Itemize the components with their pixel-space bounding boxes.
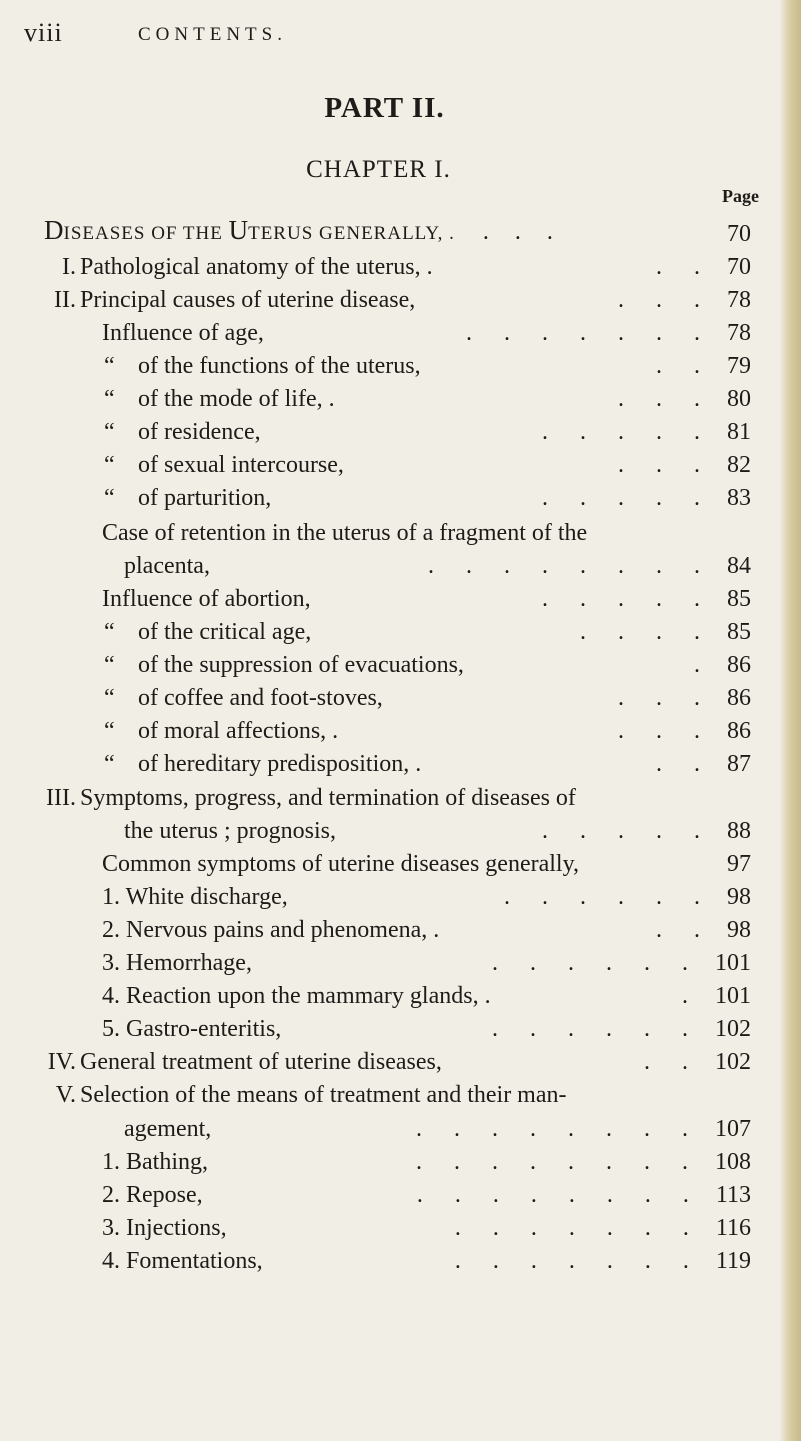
toc-leader-dots: . . . . . . . . [416,1182,702,1208]
toc-leader-dots: . . . . . . . [454,1215,702,1241]
page-number: viii [24,18,63,47]
toc-entry-text: 5. Gastro-enteritis, [102,1016,282,1042]
toc-entry-text: placenta, [124,553,210,579]
toc-entry [0,1112,801,1146]
toc-entry [0,549,801,583]
toc-leader-dots: . . . [618,685,713,711]
toc-entry [0,814,801,848]
toc-entry [0,349,801,383]
toc-leader-dots: . . [656,751,713,777]
toc-entry-text: of the mode of life, . [138,386,335,412]
toc-entry-text: of hereditary predisposition, . [138,751,422,777]
toc-leader-dots: . . [656,353,713,379]
toc-leader-dots: . . . . . . [492,1016,701,1042]
toc-entry [0,582,801,616]
toc-page-number: 70 [727,254,751,280]
toc-entry [0,316,801,350]
toc-entry [0,1244,801,1278]
toc-leader-dots: . . . . . . . [454,1248,702,1274]
toc-leader-dots: . . . . . . [504,884,713,910]
toc-entry [0,681,801,715]
toc-page-number: 98 [727,884,751,910]
toc-page-number: 70 [727,221,751,247]
ditto-mark: “ [104,419,115,445]
toc-leader-dots: . . . . . . . . [416,1149,701,1175]
ditto-mark: “ [104,619,115,645]
toc-entry [0,714,801,748]
toc-entry-text: 3. Injections, [102,1215,227,1241]
toc-entry-text: 1. Bathing, [102,1149,208,1175]
toc-page-number: 80 [727,386,751,412]
ditto-mark: “ [104,485,115,511]
toc-page-number: 88 [727,818,751,844]
toc-entry-text: of the critical age, [138,619,312,645]
toc-page-number: 86 [727,685,751,711]
ditto-mark: “ [104,386,115,412]
toc-entry-text: of residence, [138,419,261,445]
toc-leader-dots: . . [656,917,713,943]
toc-page-number: 108 [715,1149,751,1175]
toc-page-number: 83 [727,485,751,511]
toc-page-number: 98 [727,917,751,943]
toc-entry-text: 2. Repose, [102,1182,203,1208]
toc-page-number: 82 [727,452,751,478]
toc-entry [0,283,801,317]
toc-entry-text: Case of retention in the uterus of a fragment of the [102,520,588,546]
toc-entry [0,250,801,284]
toc-entry [0,1078,801,1112]
toc-page-number: 85 [727,619,751,645]
toc-entry-text: 3. Hemorrhage, [102,950,252,976]
ditto-mark: “ [104,353,115,379]
toc-entry [0,516,801,550]
toc-leader-dots: . . . . . . [492,950,701,976]
toc-entry-text: of the functions of the uterus, [138,353,421,379]
toc-entry-text: 1. White discharge, [102,884,288,910]
toc-page-number: 101 [715,950,751,976]
toc-entry-text: Selection of the means of treatment and their man- [80,1082,567,1108]
toc-entry-number: I. [62,254,76,280]
toc-entry [0,481,801,515]
toc-entry [0,946,801,980]
toc-leader-dots: . . . [618,452,713,478]
running-head: CONTENTS. [138,24,287,45]
toc-entry-number: IV. [47,1049,76,1075]
toc-leader-dots: . . . . . . . [466,320,713,346]
toc-entry [0,1045,801,1079]
toc-entry-number: II. [54,287,76,313]
toc-entry-text: 4. Fomentations, [102,1248,263,1274]
toc-entry [0,615,801,649]
toc-page-number: 78 [727,320,751,346]
ditto-mark: “ [104,685,115,711]
toc-page-number: 86 [727,652,751,678]
toc-leader-dots: . . . . . [542,586,713,612]
toc-leader-dots: . . . . . [542,818,713,844]
toc-entry [0,913,801,947]
toc-entry-text: of the suppression of evacuations, [138,652,464,678]
toc-page-number: 113 [715,1182,751,1208]
toc-entry-text: agement, [124,1116,212,1142]
toc-page-number: 101 [715,983,751,1009]
toc-page-number: 119 [715,1248,751,1274]
toc-entry-text: of moral affections, . [138,718,339,744]
toc-leader-dots: . . . [618,386,713,412]
toc-entry-text: General treatment of uterine diseases, [80,1049,442,1075]
toc-entry-text: of parturition, [138,485,272,511]
toc-entry [0,979,801,1013]
toc-page-number: 97 [727,851,751,877]
toc-leader-dots: . . [644,1049,701,1075]
page-column-label: Page [722,186,759,206]
chapter-title: CHAPTER I. [306,156,451,183]
toc-entry [0,847,801,881]
section-heading: DISEASES OF THE UTERUS GENERALLY, . . . . [44,215,563,245]
toc-page-number: 116 [715,1215,751,1241]
toc-entry [0,648,801,682]
toc-entry [0,415,801,449]
toc-page-number: 86 [727,718,751,744]
toc-entry-text: Influence of age, [102,320,264,346]
toc-entry-number: III. [46,785,76,811]
toc-entry-text: of sexual intercourse, [138,452,344,478]
toc-leader-dots: . . . . . . . . [428,553,713,579]
toc-entry-text: 2. Nervous pains and phenomena, . [102,917,440,943]
toc-leader-dots: . . . . . [542,419,713,445]
toc-page-number: 102 [715,1049,751,1075]
ditto-mark: “ [104,718,115,744]
toc-page-number: 107 [715,1116,751,1142]
toc-leader-dots: . . . [618,287,713,313]
toc-leader-dots: . . [656,254,713,280]
toc-entry [0,1211,801,1245]
toc-leader-dots: . [694,652,713,678]
toc-entry [0,1178,801,1212]
toc-entry [0,448,801,482]
toc-page-number: 87 [727,751,751,777]
toc-entry-number: V. [55,1082,76,1108]
toc-entry [0,747,801,781]
toc-entry-text: Influence of abortion, [102,586,311,612]
section-heading-page [0,217,801,251]
ditto-mark: “ [104,652,115,678]
toc-entry [0,781,801,815]
toc-leader-dots: . . . [618,718,713,744]
toc-leader-dots: . . . . . [542,485,713,511]
toc-entry-text: Common symptoms of uterine diseases generally, [102,851,580,877]
toc-page-number: 81 [727,419,751,445]
toc-entry [0,880,801,914]
toc-page-number: 102 [715,1016,751,1042]
toc-entry-text: Principal causes of uterine disease, [80,287,416,313]
toc-entry-text: 4. Reaction upon the mammary glands, . [102,983,491,1009]
toc-page-number: 84 [727,553,751,579]
toc-leader-dots: . . . . . . . . [416,1116,701,1142]
toc-entry-text: the uterus ; prognosis, [124,818,336,844]
ditto-mark: “ [104,452,115,478]
toc-entry-text: Pathological anatomy of the uterus, . [80,254,433,280]
toc-leader-dots: . [682,983,701,1009]
toc-page-number: 85 [727,586,751,612]
ditto-mark: “ [104,751,115,777]
toc-entry [0,382,801,416]
toc-page-number: 78 [727,287,751,313]
toc-page-number: 79 [727,353,751,379]
toc-entry-text: Symptoms, progress, and termination of diseases of [80,785,576,811]
part-title: PART II. [324,92,445,124]
toc-entry [0,1012,801,1046]
toc-entry [0,1145,801,1179]
toc-entry-text: of coffee and foot-stoves, [138,685,383,711]
toc-leader-dots: . . . . [580,619,713,645]
